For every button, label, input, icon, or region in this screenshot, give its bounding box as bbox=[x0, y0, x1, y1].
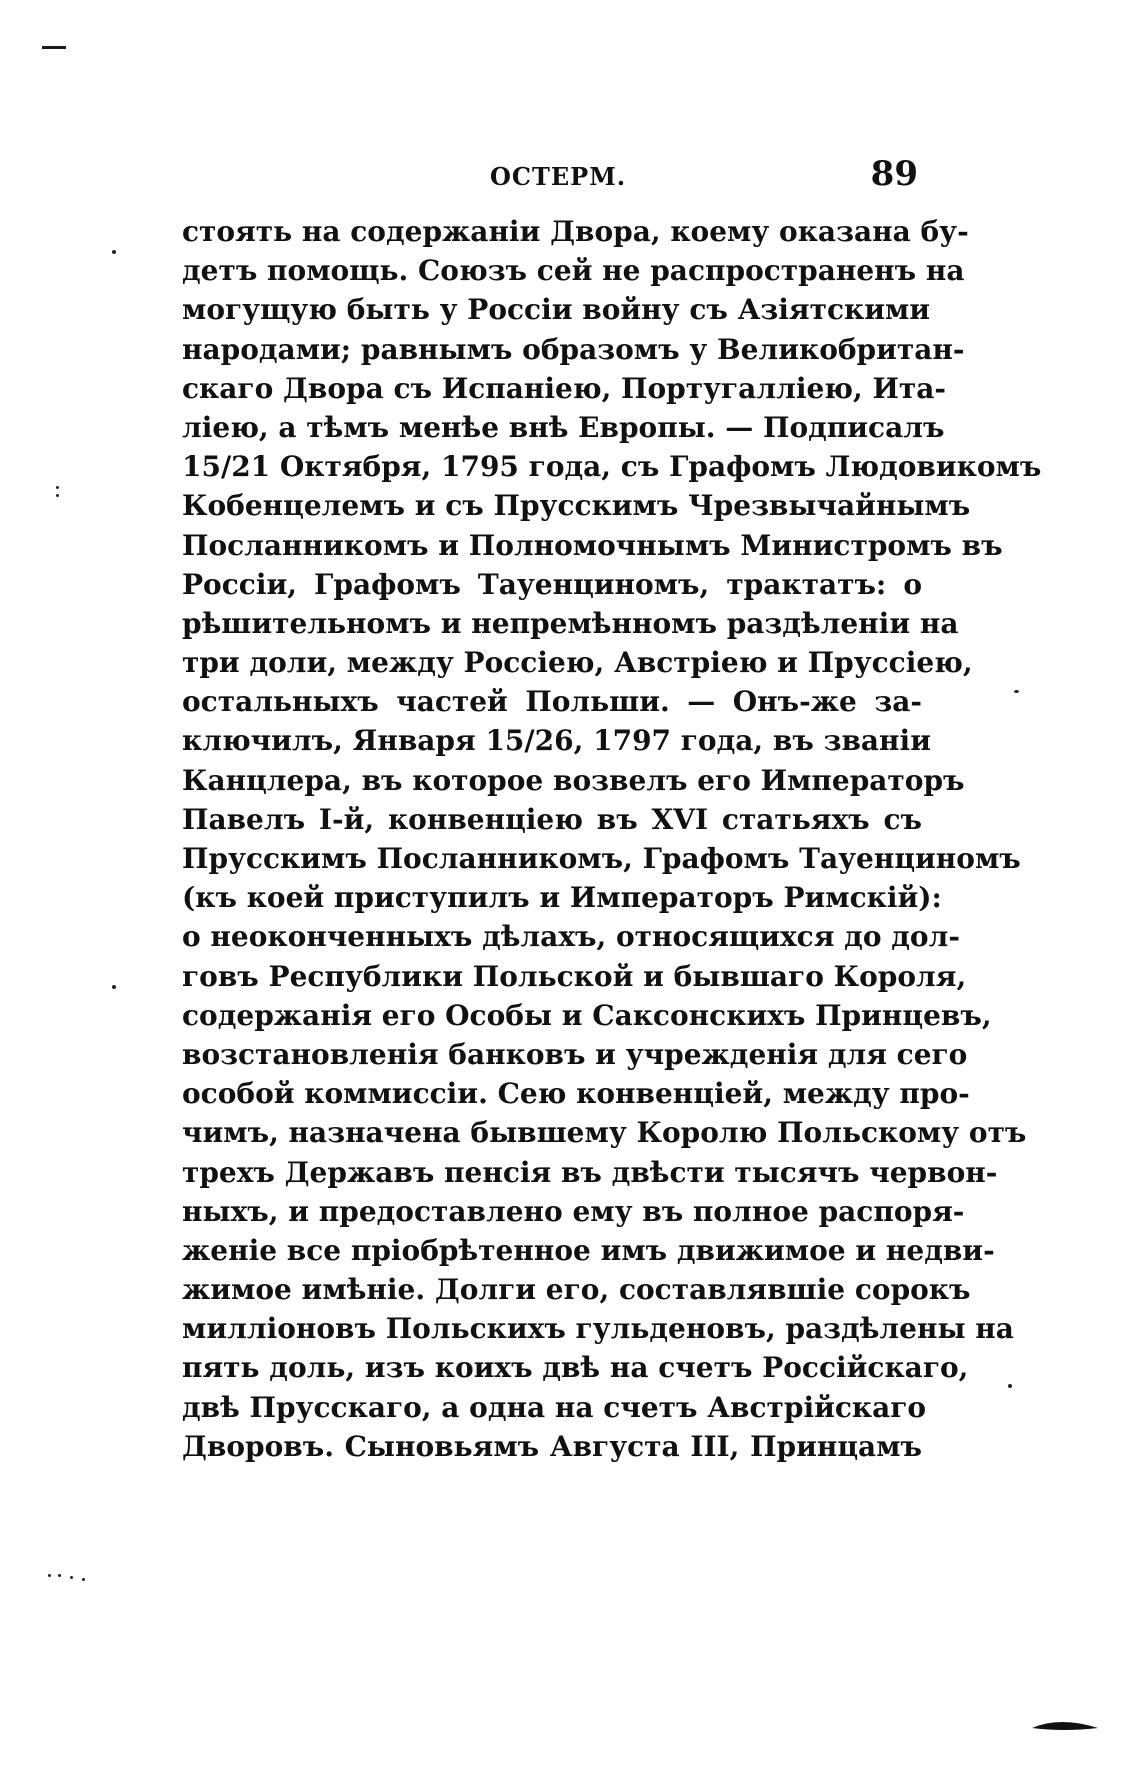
text-line: чимъ, назначена бывшему Королю Польскому отъ bbox=[182, 1116, 1027, 1150]
text-line: Кобенцелемъ и съ Прусскимъ Чрезвычайнымъ bbox=[182, 489, 971, 523]
text-line: 15/21 Октября, 1795 года, съ Графомъ Людовикомъ bbox=[182, 450, 1042, 484]
text-line: жимое имѣнiе. Долги его, составлявшiе сорокъ bbox=[182, 1273, 971, 1307]
corner-scan-mark bbox=[42, 46, 66, 49]
text-line: Прусскимъ Посланникомъ, Графомъ Тауенциномъ bbox=[182, 842, 1021, 875]
text-line: могущую быть у Россiи войну съ Азiятскими bbox=[182, 293, 931, 327]
bottom-ornament-icon bbox=[1030, 1716, 1100, 1732]
running-head: ОСТЕРМ. bbox=[490, 162, 627, 191]
text-line: пять доль, изъ коихъ двѣ на счетъ Россiйскаго, bbox=[182, 1351, 969, 1385]
text-line: Павелъ I-й, конвенцiею въ XVI статьяхъ съ bbox=[182, 802, 922, 836]
text-line: Посланникомъ и Полномочнымъ Министромъ въ bbox=[182, 528, 1003, 562]
text-line: говъ Республики Польской и бывшаго Короля, bbox=[182, 959, 967, 993]
text-line: Канцлера, въ которое возвелъ его Императоръ bbox=[182, 763, 965, 797]
text-line: женiе все прiобрѣтенное имъ движимое и недви- bbox=[182, 1233, 995, 1267]
text-line: возстановленiя банковъ и учрежденiя для сего bbox=[182, 1037, 968, 1071]
text-line: двѣ Прусскаго, а одна на счетъ Австрiйскаго bbox=[182, 1390, 927, 1424]
text-line: лiею, а тѣмъ менѣе внѣ Европы. — Подписалъ bbox=[182, 410, 945, 444]
text-line: остальныхъ частей Польши. — Онъ-же за- bbox=[182, 685, 922, 719]
text-line: ныхъ, и предоставлено ему въ полное распоря- bbox=[182, 1194, 965, 1228]
text-line: скаго Двора съ Испанiею, Португаллiею, Ита- bbox=[182, 371, 947, 405]
page-header bbox=[182, 154, 922, 204]
text-line: миллiоновъ Польскихъ гульденовъ, раздѣлены на bbox=[182, 1312, 1014, 1346]
text-line: Россiи, Графомъ Тауенциномъ, трактатъ: о bbox=[182, 567, 922, 601]
text-line: Дворовъ. Сыновьямъ Августа III, Принцамъ bbox=[182, 1429, 922, 1463]
text-line: три доли, между Россiею, Австрiею и Пруссiею, bbox=[182, 646, 973, 680]
text-line: трехъ Державъ пенсiя въ двѣсти тысячъ червон- bbox=[182, 1155, 998, 1189]
text-line: народами; равнымъ образомъ у Великобритан- bbox=[182, 332, 965, 366]
text-line: особой коммиссiи. Сею конвенцiей, между про- bbox=[182, 1077, 970, 1111]
text-line: детъ помощь. Союзъ сей не распространенъ на bbox=[182, 254, 965, 288]
page-number: 89 bbox=[870, 154, 918, 194]
body-text bbox=[182, 212, 1042, 1466]
text-line: содержанiя его Особы и Саксонскихъ Принцевъ, bbox=[182, 998, 992, 1032]
text-line: (къ коей приступилъ и Императоръ Римскiй): bbox=[182, 881, 942, 915]
text-line: ключилъ, Января 15/26, 1797 года, въ званiи bbox=[182, 724, 931, 758]
text-line: рѣшительномъ и непремѣнномъ раздѣленiи на bbox=[182, 606, 959, 640]
text-line: о неоконченныхъ дѣлахъ, относящихся до дол- bbox=[182, 920, 960, 954]
text-line: стоять на содержанiи Двора, коему оказана бу- bbox=[182, 215, 969, 248]
